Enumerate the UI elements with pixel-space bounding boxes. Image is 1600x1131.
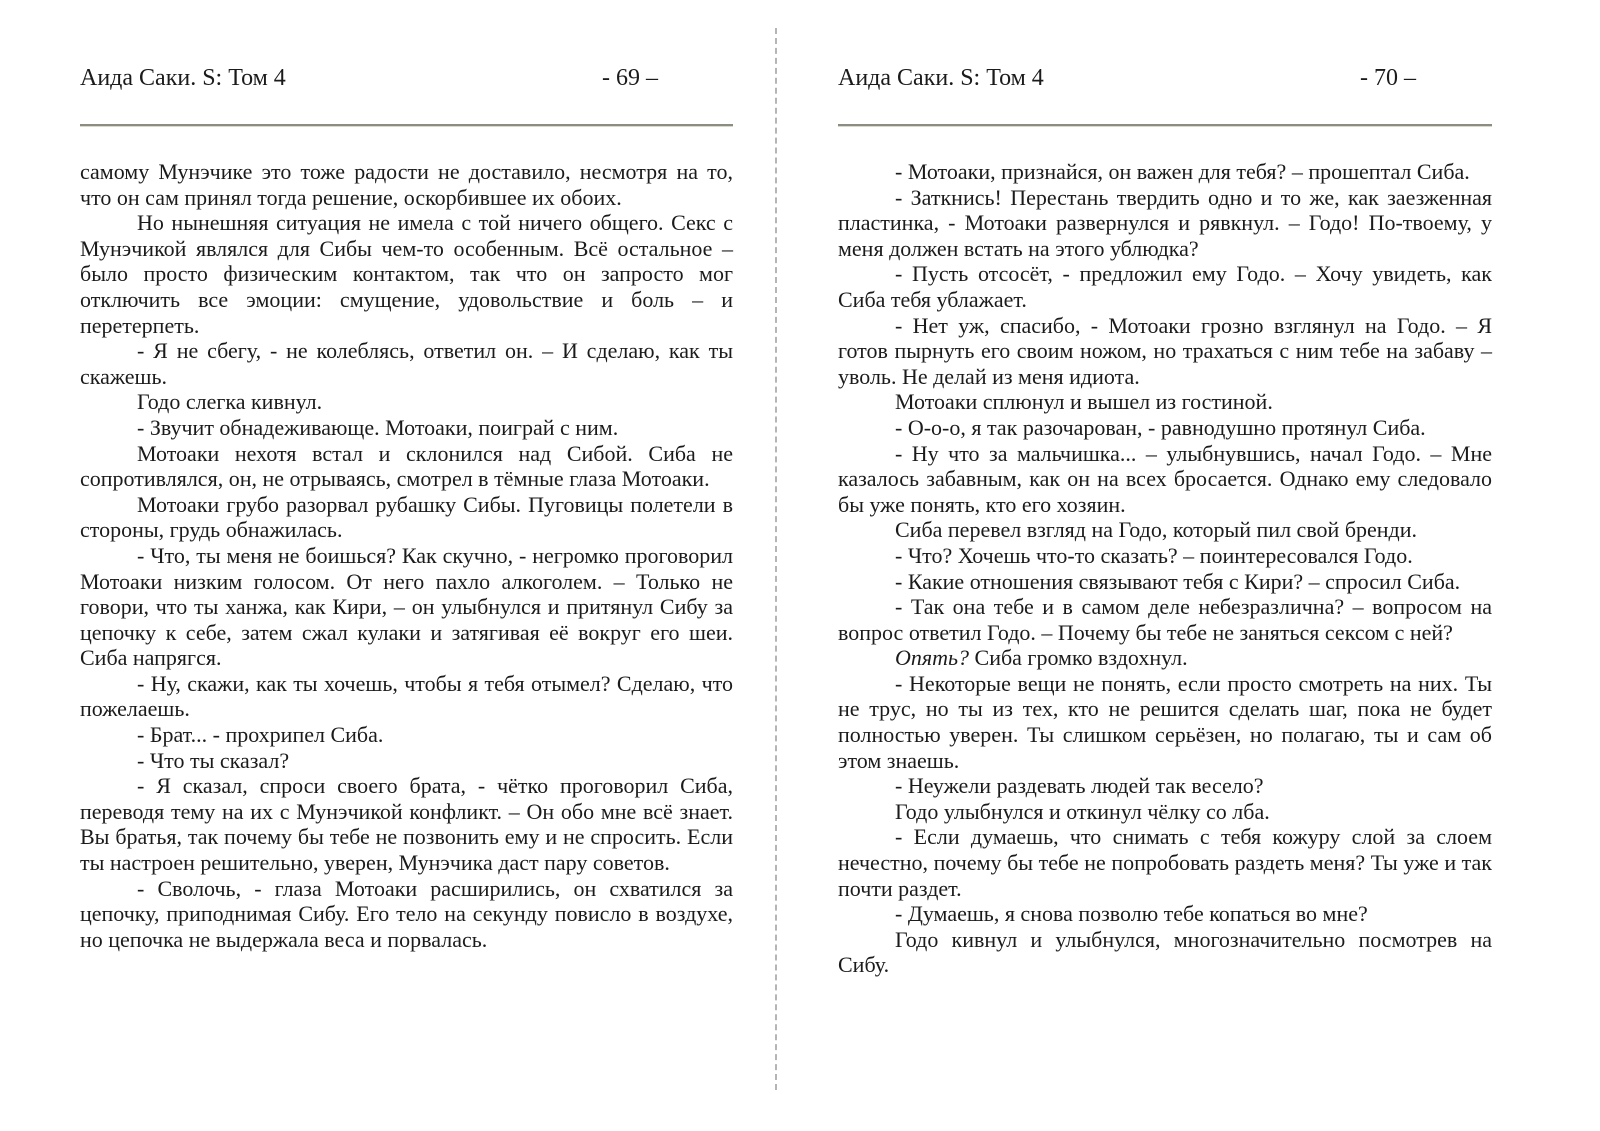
paragraph-text: Но нынешняя ситуация не имела с той ничего общего. Секс с Мунэчикой являлся для Сибы чем-то особенным. Всё остальное – было просто физическим контактом, так что он запросто мог отключить все эмоции: смущение, удовольствие и боль – и перетерпеть.: [80, 210, 733, 338]
paragraph: [80, 210, 733, 338]
paragraph-text: - Я не сбегу, - не колеблясь, ответил он. – И сделаю, как ты скажешь.: [80, 338, 733, 389]
paragraph: [80, 492, 733, 543]
paragraph: [838, 773, 1492, 799]
paragraph: [838, 799, 1492, 825]
paragraph: [838, 645, 1492, 671]
paragraph: [838, 441, 1492, 518]
paragraph-text: - Что? Хочешь что-то сказать? – поинтересовался Годо.: [895, 542, 1413, 568]
paragraph: [838, 671, 1492, 773]
paragraph-text: - Некоторые вещи не понять, если просто смотреть на них. Ты не трус, но ты из тех, кто не решится сделать шаг, пока не будет полностью уверен. Ты слишком серьёзен, но полагаю, ты и сам об этом знаешь.: [838, 670, 1492, 773]
paragraph-text: - Нет уж, спасибо, - Мотоаки грозно взглянул на Годо. – Я готов пырнуть его своим ножом, но трахаться с ним тебе на забаву – уволь. Не делай из меня идиота.: [838, 312, 1492, 389]
paragraph: [838, 261, 1492, 312]
paragraph: [838, 159, 1492, 185]
paragraph-text: - Что ты сказал?: [137, 747, 290, 773]
page-divider-dashed-line: [775, 28, 777, 1090]
paragraph-text: Мотоаки нехотя встал и склонился над Сибой. Сиба не сопротивлялся, он, не отрываясь, смотрел в тёмные глаза Мотоаки.: [80, 440, 733, 492]
paragraph-text: - Что, ты меня не боишься? Как скучно, - негромко проговорил Мотоаки низким голосом. От него пахло алкоголем. – Только не говори, что ты ханжа, как Кири, – он улыбнулся и притянул Сибу за цепочку к себе, затем сжал кулаки и затягивая её вокруг его шеи. Сиба напрягся.: [80, 542, 733, 671]
paragraph: [80, 876, 733, 953]
paragraph-text: - Неужели раздевать людей так весело?: [895, 773, 1264, 799]
paragraph-text: Мотоаки сплюнул и вышел из гостиной.: [895, 389, 1273, 415]
page-text: [80, 159, 733, 952]
page-header: [80, 62, 733, 102]
header-rule: [838, 124, 1492, 127]
paragraph: [80, 773, 733, 875]
paragraph-text: Сиба громко вздохнул.: [969, 645, 1188, 671]
paragraph: [838, 543, 1492, 569]
paragraph-text: - Заткнись! Перестань твердить одно и то же, как заезженная пластинка, - Мотоаки развернулся и рявкнул. – Годо! По-твоему, у меня должен встать на этого ублюдка?: [838, 184, 1492, 261]
paragraph-text: - Ну что за мальчишка... – улыбнувшись, начал Годо. – Мне казалось забавным, как он на всех бросается. Однако ему следовало бы уже понять, кто его хозяин.: [838, 440, 1492, 517]
paragraph-text-italic: Опять?: [895, 645, 970, 671]
running-title: Аида Саки. S: Том 4: [838, 65, 1044, 91]
page-number: - 69 –: [602, 65, 658, 91]
paragraph: [80, 389, 733, 415]
page-number: - 70 –: [1360, 65, 1416, 91]
paragraph-text: - Пусть отсосёт, - предложил ему Годо. – Хочу увидеть, как Сиба тебя ублажает.: [838, 261, 1492, 312]
paragraph: [80, 159, 733, 210]
page-text: [838, 159, 1492, 978]
paragraph-text: Годо улыбнулся и откинул чёлку со лба.: [895, 798, 1270, 824]
paragraph-text: - Брат... - прохрипел Сиба.: [137, 722, 384, 748]
paragraph: [838, 824, 1492, 901]
page-header: [838, 62, 1492, 102]
paragraph: [838, 185, 1492, 262]
paragraph: [838, 389, 1492, 415]
paragraph-text: - Если думаешь, что снимать с тебя кожуру слой за слоем нечестно, почему бы тебе не попробовать раздеть меня? Ты уже и так почти раздет.: [838, 824, 1492, 901]
paragraph: [80, 543, 733, 671]
running-title: Аида Саки. S: Том 4: [80, 65, 286, 91]
paragraph: [80, 722, 733, 748]
paragraph-text: Годо слегка кивнул.: [137, 389, 323, 415]
paragraph-text: самому Мунэчике это тоже радости не доставило, несмотря на то, что он сам принял тогда решение, оскорбившее их обоих.: [80, 159, 733, 210]
paragraph-text: - Думаешь, я снова позволю тебе копаться во мне?: [895, 901, 1368, 927]
paragraph-text: - Сволочь, - глаза Мотоаки расширились, он схватился за цепочку, приподнимая Сибу. Его тело на секунду повисло в воздухе, но цепочка не выдержала веса и порвалась.: [80, 875, 733, 952]
paragraph: [838, 313, 1492, 390]
paragraph: [80, 748, 733, 774]
paragraph: [80, 415, 733, 441]
page-left: [80, 62, 733, 952]
paragraph-text: - Какие отношения связывают тебя с Кири? – спросил Сиба.: [895, 568, 1461, 594]
paragraph: [80, 338, 733, 389]
page-right: [838, 62, 1492, 978]
paragraph-text: - Я сказал, спроси своего брата, - чётко проговорил Сиба, переводя тему на их с Мунэчикой конфликт. – Он обо мне всё знает. Вы братья, так почему бы тебе не позвонить ему и не спросить. Если ты настроен решительно, уверен, Мунэчика даст пару советов.: [80, 773, 733, 876]
paragraph-text: Мотоаки грубо разорвал рубашку Сибы. Пуговицы полетели в стороны, грудь обнажилась.: [80, 491, 733, 543]
header-rule: [80, 124, 733, 127]
paragraph-text: Сиба перевел взгляд на Годо, который пил свой бренди.: [895, 517, 1418, 543]
paragraph: [80, 441, 733, 492]
paragraph-text: - Ну, скажи, как ты хочешь, чтобы я тебя отымел? Сделаю, что пожелаешь.: [80, 670, 733, 722]
paragraph-text: - О-о-о, я так разочарован, - равнодушно протянул Сиба.: [895, 414, 1426, 440]
paragraph-text: - Звучит обнадеживающе. Мотоаки, поиграй с ним.: [137, 414, 619, 440]
paragraph: [80, 671, 733, 722]
paragraph: [838, 901, 1492, 927]
paragraph-text: - Мотоаки, признайся, он важен для тебя? – прошептал Сиба.: [895, 159, 1470, 184]
paragraph: [838, 415, 1492, 441]
paragraph-text: Годо кивнул и улыбнулся, многозначительно посмотрев на Сибу.: [838, 926, 1492, 978]
paragraph: [838, 517, 1492, 543]
paragraph: [838, 594, 1492, 645]
paragraph: [838, 927, 1492, 978]
paragraph: [838, 569, 1492, 595]
paragraph-text: - Так она тебе и в самом деле небезразлична? – вопросом на вопрос ответил Годо. – Почему бы тебе не заняться сексом с ней?: [838, 594, 1492, 645]
